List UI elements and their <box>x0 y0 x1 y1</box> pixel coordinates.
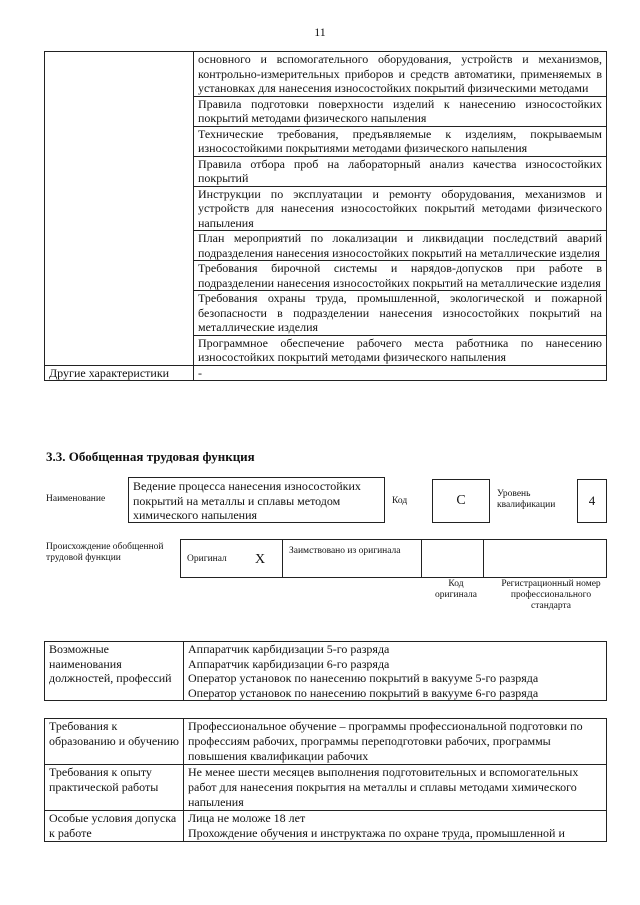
positions-table <box>44 641 607 701</box>
qualification-level-value: 4 <box>588 493 596 508</box>
origin-label: Происхождение обобщенной трудовой функции <box>46 542 164 563</box>
origin-divider <box>421 540 422 577</box>
table-row <box>45 365 607 381</box>
section-heading: 3.3. Обобщенная трудовая функция <box>46 449 255 464</box>
registration-number-caption: Регистрационный номер профессионального стандарта <box>501 579 601 611</box>
position-item: Оператор установок по нанесению покрытий в вакууме 6-го разряда <box>188 685 539 700</box>
original-label: Оригинал <box>187 554 227 564</box>
table-cell: Правила подготовки поверхности изделий к нанесению износостойких покрытий методами физического напыления <box>194 96 607 126</box>
qualification-level-label: Уровень квалификации <box>497 489 556 510</box>
table-row <box>45 719 607 765</box>
table-cell: Технические требования, предъявляемые к изделиям, покрываемым износостойкими покрытиями методами физического напыления <box>194 126 607 156</box>
requirement-value <box>184 811 607 842</box>
table-cell-left-empty <box>45 52 194 366</box>
table-cell: Программное обеспечение рабочего места работника по нанесению износостойких покрытий методами физического напыления <box>194 335 607 365</box>
table-cell: Требования бирочной системы и нарядов-допусков при работе в подразделении нанесения износостойких покрытий на металлические изделия <box>194 261 607 291</box>
requirement-line: Лица не моложе 18 лет <box>188 811 306 825</box>
table-row <box>45 52 607 97</box>
other-characteristics-value: - <box>194 365 607 381</box>
page-number: 11 <box>314 25 326 39</box>
requirement-value: Не менее шести месяцев выполнения подготовительных и вспомогательных работ для нанесения покрытия на металлы и сплавы методами химического напыления <box>184 765 607 811</box>
original-mark: X <box>255 552 266 567</box>
function-name-value: Ведение процесса нанесения износостойких покрытий на металлы и сплавы методом химического напыления <box>133 479 361 522</box>
code-original-caption: Код оригинала <box>435 579 477 600</box>
code-value-box <box>432 479 490 523</box>
table-cell: Инструкции по эксплуатации и ремонту оборудования, механизмов и устройств для нанесения износостойких покрытий методами физического напыления <box>194 186 607 231</box>
positions-label: Возможные наименования должностей, профессий <box>45 642 184 701</box>
function-name-box <box>128 477 385 523</box>
requirements-table <box>44 718 607 842</box>
name-label: Наименование <box>46 494 106 504</box>
table-cell: План мероприятий по локализации и ликвидации последствий аварий подразделения нанесения износостойких покрытий на металлические изделия <box>194 231 607 261</box>
requirement-label: Особые условия допуска к работе <box>45 811 184 842</box>
origin-divider <box>483 540 484 577</box>
position-item: Аппаратчик карбидизации 6-го разряда <box>188 656 390 671</box>
borrowed-label: Заимствовано из оригинала <box>289 546 401 556</box>
table-cell: Правила отбора проб на лабораторный анализ качества износостойких покрытий <box>194 156 607 186</box>
position-item: Оператор установок по нанесению покрытий в вакууме 5-го разряда <box>188 671 539 685</box>
requirement-value: Профессиональное обучение – программы профессиональной подготовки по профессиям рабочих, программы переподготовки рабочих, программы повышения квалификации рабочих <box>184 719 607 765</box>
table-cell: Требования охраны труда, промышленной, экологической и пожарной безопасности в подразделении нанесения износостойких покрытий на металлические изделия <box>194 291 607 336</box>
table-cell: основного и вспомогательного оборудования, устройств и механизмов, контрольно-измерительных приборов и средств автоматики, применяемых в установках для нанесения износостойких покрытий физическими методами <box>194 52 607 97</box>
origin-divider <box>282 540 283 577</box>
table-row <box>45 642 607 701</box>
code-label: Код <box>392 496 408 506</box>
knowledge-table <box>44 51 607 381</box>
code-value: C <box>456 493 466 508</box>
qualification-level-box <box>577 479 607 523</box>
requirement-line: Прохождение обучения и инструктажа по охране труда, промышленной и <box>188 826 565 840</box>
positions-list <box>184 642 607 701</box>
table-row <box>45 811 607 842</box>
requirement-label: Требования к образованию и обучению <box>45 719 184 765</box>
other-characteristics-label: Другие характеристики <box>45 365 194 381</box>
table-row <box>45 765 607 811</box>
origin-box <box>180 539 607 578</box>
position-item: Аппаратчик карбидизации 5-го разряда <box>188 642 390 656</box>
requirement-label: Требования к опыту практической работы <box>45 765 184 811</box>
